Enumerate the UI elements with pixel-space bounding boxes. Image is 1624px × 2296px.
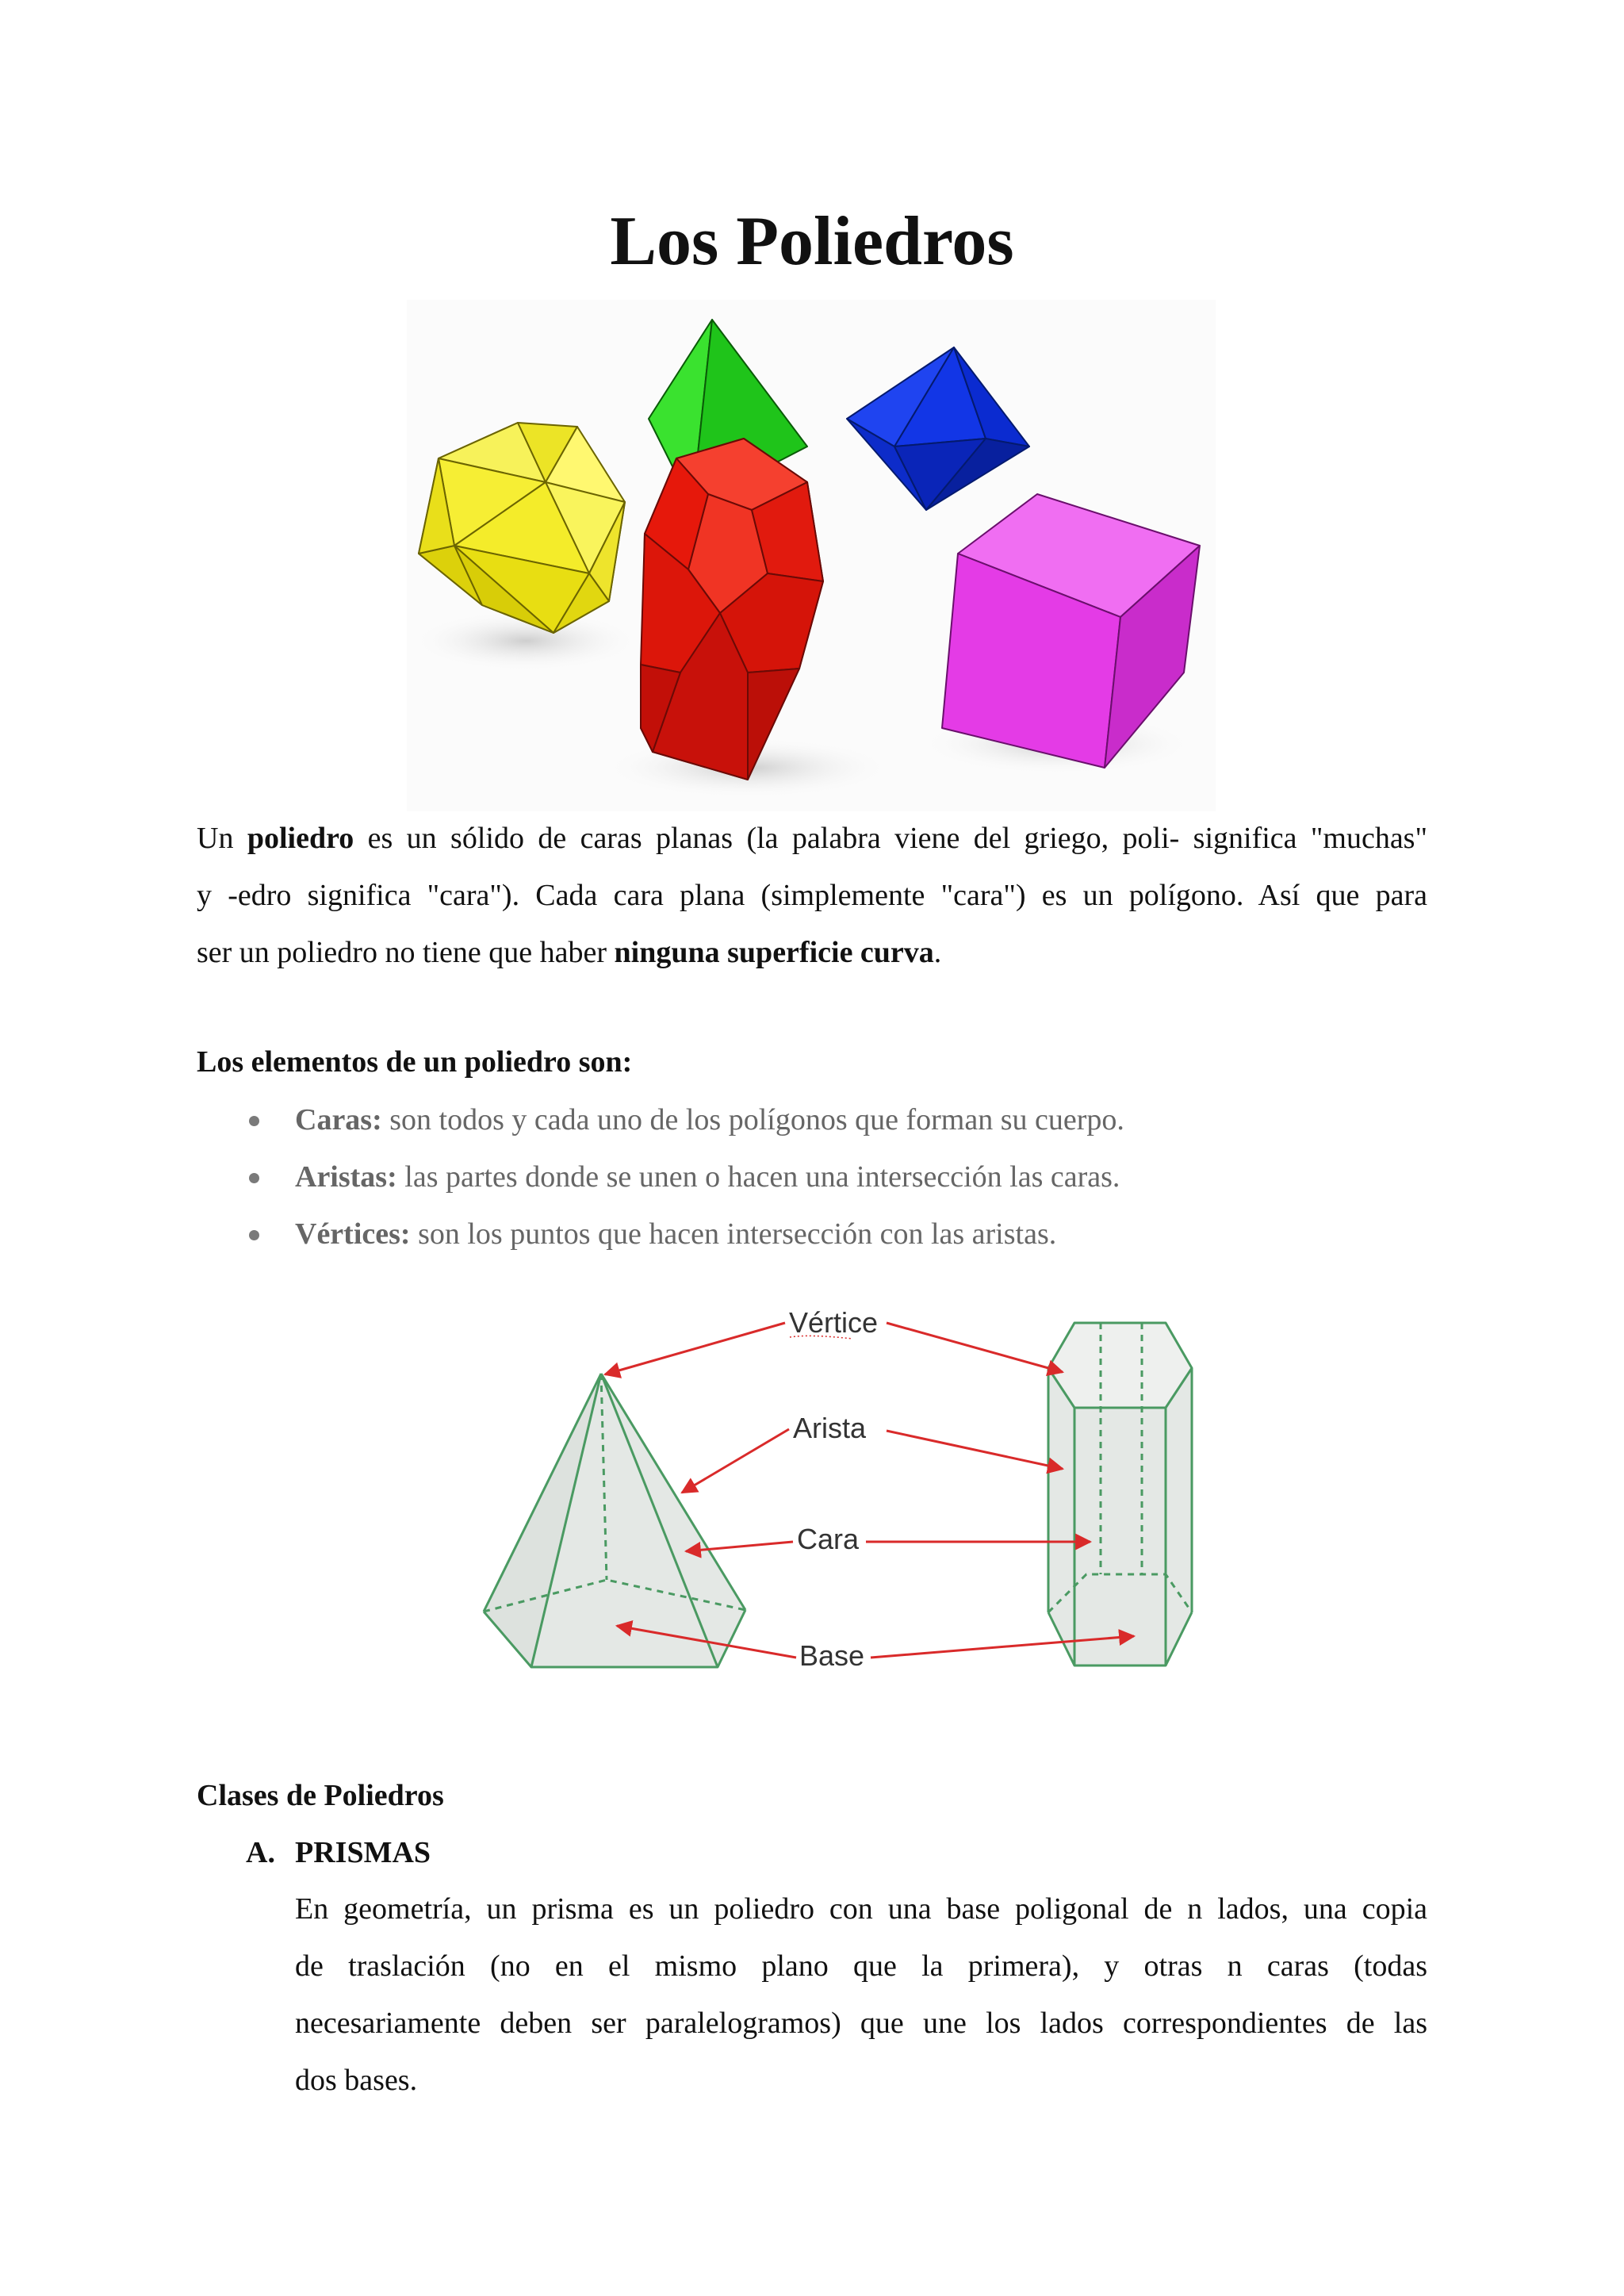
hexagonal-prism bbox=[1048, 1323, 1192, 1665]
prisma-line: En geometría, un prisma es un poliedro con una base poligonal de n lados, una copia bbox=[295, 1892, 1427, 1926]
item-term: Vértices: bbox=[295, 1217, 411, 1251]
item-text: las partes donde se unen o hacen una intersección las caras. bbox=[396, 1160, 1120, 1194]
prismas-title: PRISMAS bbox=[295, 1836, 431, 1869]
intro-line-1 bbox=[197, 810, 1427, 867]
item-term: Caras: bbox=[295, 1103, 382, 1137]
prisma-line: necesariamente deben ser paralelogramos) que une los lados correspondientes de las bbox=[295, 2007, 1427, 2040]
elements-heading: Los elementos de un poliedro son: bbox=[197, 1045, 633, 1079]
intro-text: es un sólido de caras planas (la palabra viene del griego, poli- significa "muchas" bbox=[354, 822, 1427, 855]
pentagonal-pyramid bbox=[484, 1374, 745, 1667]
list-item-caras bbox=[197, 1091, 1427, 1148]
polyhedron-elements-diagram bbox=[412, 1285, 1285, 1697]
curved-surface-term: ninguna superficie curva bbox=[614, 936, 934, 969]
item-term: Aristas: bbox=[295, 1160, 397, 1194]
classes-heading: Clases de Poliedros bbox=[197, 1779, 444, 1812]
bullet-icon bbox=[249, 1116, 259, 1126]
intro-line-2: y -edro significa "cara"). Cada cara plana (simplemente "cara") es un polígono. Así que para bbox=[197, 879, 1427, 912]
prisma-paragraph bbox=[295, 1880, 1427, 2109]
vertex-label: Vértice bbox=[789, 1306, 879, 1339]
intro-paragraph bbox=[197, 810, 1427, 981]
poliedro-term: poliedro bbox=[247, 822, 354, 855]
prisma-line: de traslación (no en el mismo plano que la primera), y otras n caras (todas bbox=[295, 1949, 1427, 1983]
platonic-solids-image bbox=[407, 300, 1216, 811]
base-label: Base bbox=[799, 1639, 865, 1672]
intro-line-3 bbox=[197, 924, 1427, 981]
list-letter: A. bbox=[246, 1836, 275, 1869]
intro-text: . bbox=[933, 936, 942, 969]
item-text: son los puntos que hacen intersección con las aristas. bbox=[410, 1217, 1057, 1251]
list-item-aristas bbox=[197, 1148, 1427, 1205]
item-text: son todos y cada uno de los polígonos que forman su cuerpo. bbox=[381, 1103, 1124, 1137]
intro-text: ser un poliedro no tiene que haber bbox=[197, 936, 615, 969]
prisma-line: dos bases. bbox=[295, 2064, 418, 2097]
page-title: Los Poliedros bbox=[610, 203, 1014, 280]
bullet-icon bbox=[249, 1173, 259, 1183]
edge-label: Arista bbox=[793, 1412, 867, 1444]
face-label: Cara bbox=[797, 1523, 860, 1555]
prismas-heading bbox=[246, 1824, 431, 1881]
bullet-icon bbox=[249, 1230, 259, 1240]
list-item-vertices bbox=[197, 1205, 1427, 1263]
intro-text: Un bbox=[197, 822, 247, 855]
elements-list bbox=[197, 1091, 1427, 1263]
